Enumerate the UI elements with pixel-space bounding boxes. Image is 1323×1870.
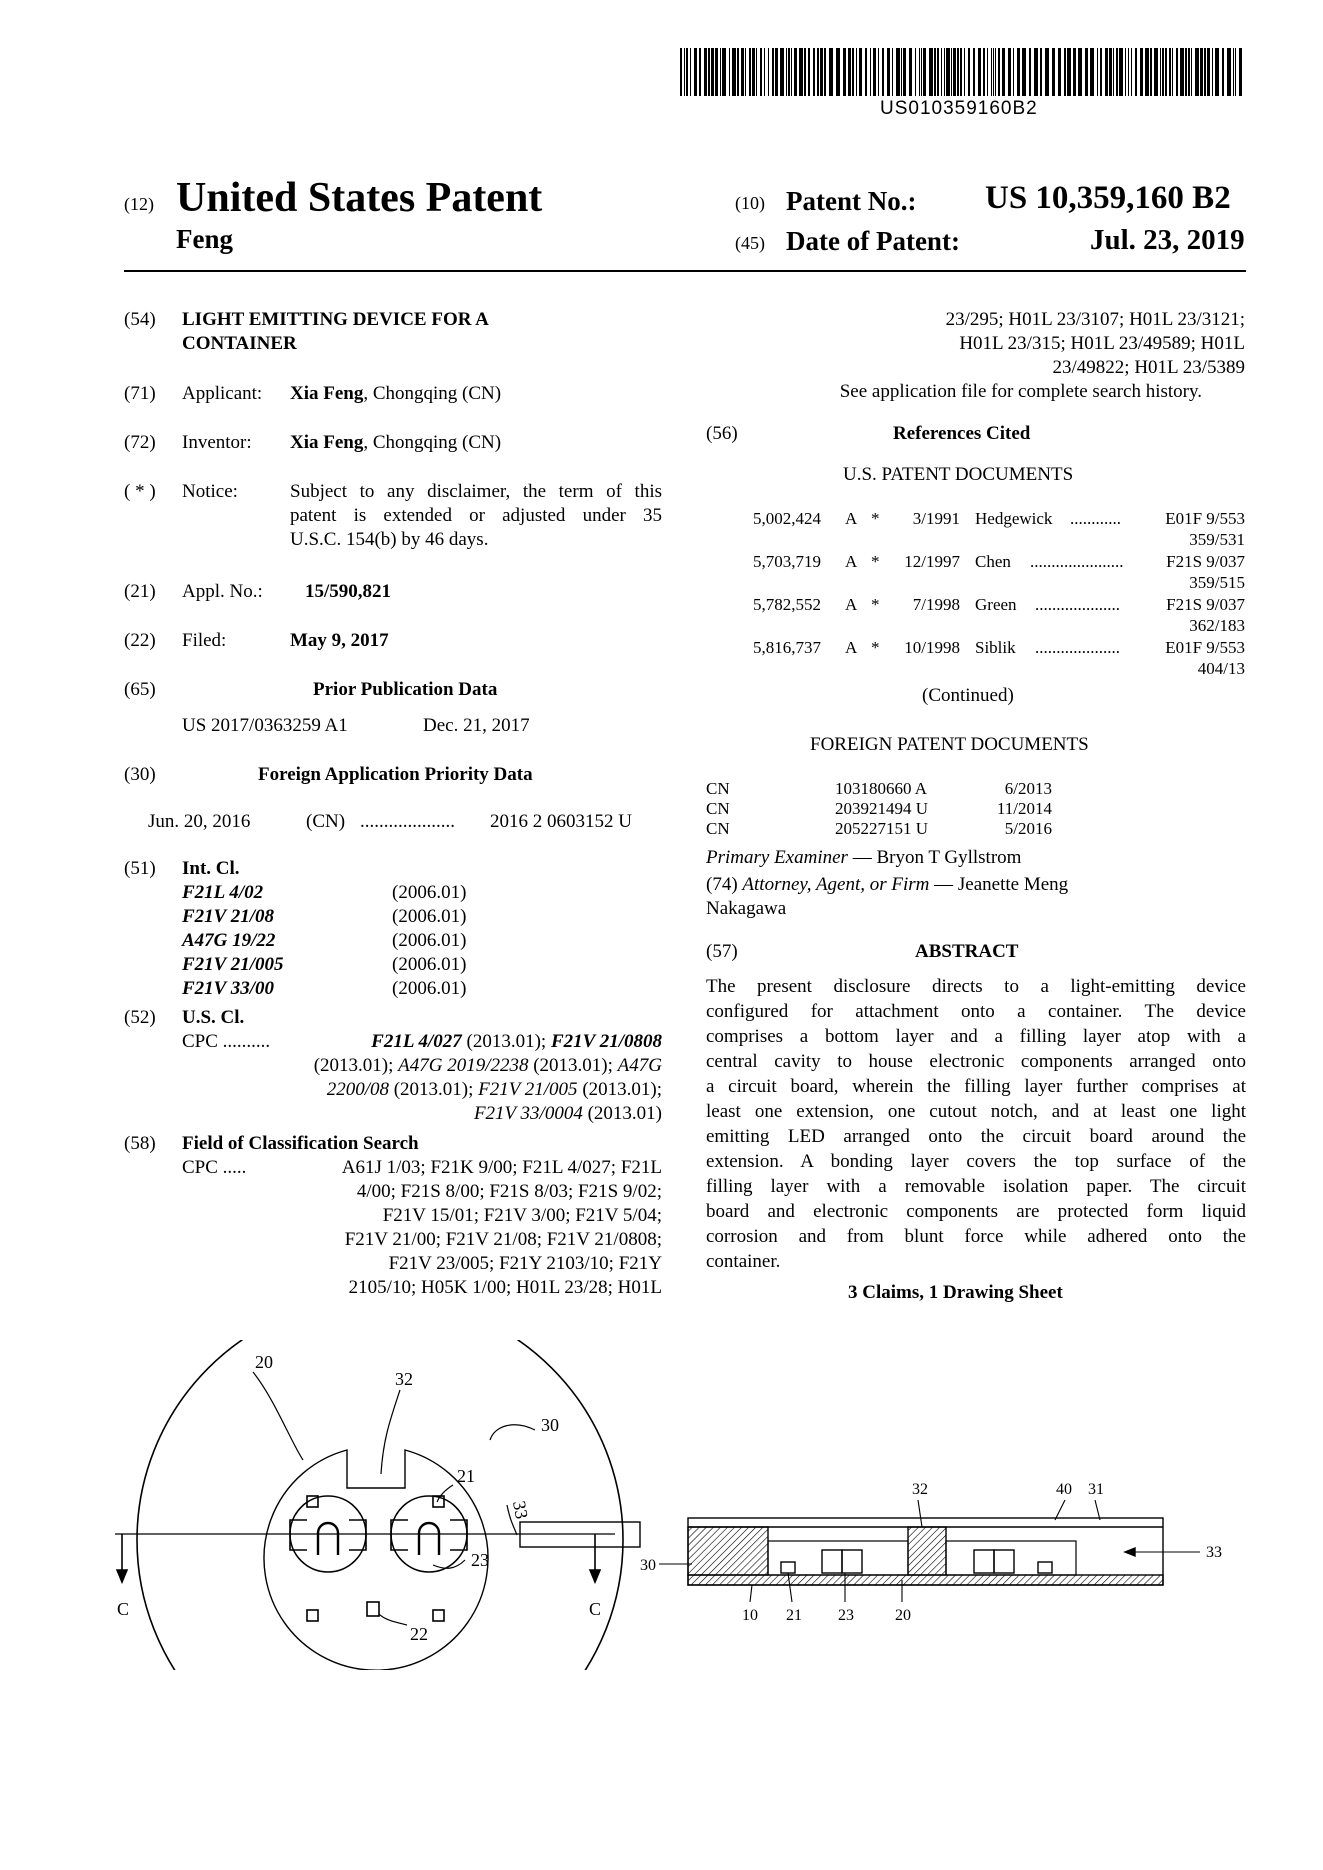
code-71: (71) bbox=[124, 383, 156, 404]
code-21: (21) bbox=[124, 581, 156, 602]
circuit-cavity-right bbox=[946, 1541, 1076, 1575]
ref-number: 5,816,737 bbox=[753, 638, 821, 657]
cpc-code: A47G 2019/2238 bbox=[398, 1055, 529, 1076]
inventor-name: Xia Feng bbox=[290, 432, 364, 453]
notice-label: Notice: bbox=[182, 481, 238, 502]
abstract-line: container. bbox=[706, 1251, 781, 1272]
inventor-surname: Feng bbox=[176, 224, 233, 254]
foreign-priority-heading: Foreign Application Priority Data bbox=[258, 764, 533, 785]
ref-date: 3/1991 bbox=[912, 509, 960, 528]
ref-name: Chen bbox=[975, 552, 1011, 571]
ref-dots: ...................... bbox=[1030, 552, 1124, 571]
notice-line-1: Subject to any disclaimer, the term of this bbox=[290, 481, 662, 502]
ref-class: E01F 9/553 bbox=[1165, 509, 1245, 528]
electronic-component bbox=[822, 1550, 842, 1573]
filling-layer-center bbox=[908, 1527, 946, 1575]
claims-summary: 3 Claims, 1 Drawing Sheet bbox=[848, 1282, 1063, 1303]
led-component bbox=[781, 1562, 795, 1573]
ref-label-20: 20 bbox=[255, 1352, 273, 1372]
bottom-layer bbox=[688, 1575, 1163, 1585]
ref-star: * bbox=[871, 595, 880, 614]
int-cl-version: (2006.01) bbox=[392, 954, 467, 975]
abstract-line: board and electronic components are protected form liquid bbox=[706, 1201, 1246, 1222]
abstract-line: emitting LED arranged onto the circuit board around the bbox=[706, 1126, 1246, 1147]
ref-class: F21S 9/037 bbox=[1166, 552, 1245, 571]
cpc-dots: .......... bbox=[222, 1031, 271, 1052]
code-10: (10) bbox=[735, 193, 765, 213]
inventor-location: , Chongqing (CN) bbox=[363, 432, 502, 453]
container-outline bbox=[137, 1340, 623, 1670]
circuit-cavity-left bbox=[768, 1541, 908, 1575]
int-cl-code: F21V 33/00 bbox=[182, 978, 275, 999]
field-line: F21V 15/01; F21V 3/00; F21V 5/04; bbox=[382, 1205, 662, 1226]
field-line: H01L 23/315; H01L 23/49589; H01L bbox=[959, 333, 1245, 354]
field-line: 23/295; H01L 23/3107; H01L 23/3121; bbox=[945, 309, 1245, 330]
ref-number: 5,002,424 bbox=[753, 509, 821, 528]
ref-label-23: 23 bbox=[471, 1550, 489, 1570]
search-history-note: See application file for complete search history. bbox=[839, 381, 1202, 402]
ref-date: 7/1998 bbox=[912, 595, 960, 614]
electronic-component bbox=[974, 1550, 994, 1573]
ref-label-31: 31 bbox=[1088, 1481, 1104, 1498]
cpc-code: F21L 4/027 bbox=[371, 1031, 462, 1052]
us-cl-label: U.S. Cl. bbox=[182, 1007, 245, 1028]
foreign-patent-docs-heading: FOREIGN PATENT DOCUMENTS bbox=[810, 734, 1089, 755]
ref-star: * bbox=[871, 509, 880, 528]
int-cl-version: (2006.01) bbox=[392, 978, 467, 999]
cpc-code: 2200/08 bbox=[326, 1079, 389, 1100]
abstract-line: comprises a bottom layer and a filling layer atop with a bbox=[706, 1026, 1246, 1047]
section-label-c: C bbox=[589, 1599, 602, 1619]
int-cl-code: A47G 19/22 bbox=[182, 930, 276, 951]
ref-number: 5,782,552 bbox=[753, 595, 821, 614]
foreign-ref-date: 5/2016 bbox=[1004, 819, 1052, 838]
patent-number: US 10,359,160 B2 bbox=[985, 180, 1231, 216]
int-cl-version: (2006.01) bbox=[392, 906, 467, 927]
code-45: (45) bbox=[735, 233, 765, 253]
leader-10 bbox=[750, 1585, 752, 1602]
code-22: (22) bbox=[124, 630, 156, 651]
ref-kind: A bbox=[845, 595, 858, 614]
cpc-version: (2013.01); bbox=[313, 1055, 394, 1076]
cpc-code: F21V 33/0004 bbox=[473, 1103, 583, 1124]
ref-kind: A bbox=[845, 552, 858, 571]
leader-30 bbox=[490, 1425, 535, 1440]
ref-label-32: 32 bbox=[395, 1369, 413, 1389]
field-line: 4/00; F21S 8/00; F21S 8/03; F21S 9/02; bbox=[356, 1181, 662, 1202]
fp-country: (CN) bbox=[306, 811, 346, 832]
int-cl-label: Int. Cl. bbox=[182, 858, 240, 879]
code-74: (74) bbox=[706, 874, 738, 895]
section-arrow bbox=[117, 1570, 127, 1582]
led-left bbox=[318, 1523, 338, 1555]
references-heading: References Cited bbox=[893, 423, 1031, 444]
filling-layer-left bbox=[688, 1527, 768, 1575]
fp-number: 2016 2 0603152 U bbox=[490, 811, 632, 832]
cpc-version: (2013.01); bbox=[393, 1079, 474, 1100]
code-72: (72) bbox=[124, 432, 156, 453]
code-30: (30) bbox=[124, 764, 156, 785]
us-patent-docs-heading: U.S. PATENT DOCUMENTS bbox=[843, 464, 1074, 485]
code-58: (58) bbox=[124, 1133, 156, 1154]
cpc-version: (2013.01) bbox=[587, 1103, 662, 1124]
int-cl-version: (2006.01) bbox=[392, 930, 467, 951]
int-cl-code: F21L 4/02 bbox=[182, 882, 264, 903]
figure-cross-section bbox=[640, 1480, 1250, 1630]
electronic-component bbox=[842, 1550, 862, 1573]
leader-32 bbox=[918, 1500, 922, 1527]
ref-label-30: 30 bbox=[640, 1557, 656, 1574]
ref-label-40: 40 bbox=[1056, 1481, 1072, 1498]
ref-label-22: 22 bbox=[410, 1624, 428, 1644]
ref-label-21: 21 bbox=[457, 1466, 475, 1486]
abstract-line: least one extension, one cutout notch, and at least one light bbox=[706, 1101, 1246, 1122]
applicant-location: , Chongqing (CN) bbox=[363, 383, 502, 404]
abstract-body bbox=[706, 974, 1246, 1274]
ref-name: Green bbox=[975, 595, 1017, 614]
abstract-line: filling layer with a removable isolation paper. The circuit bbox=[706, 1176, 1246, 1197]
led-right bbox=[419, 1523, 439, 1555]
abstract-line: configured for attachment onto a container. The device bbox=[706, 1001, 1246, 1022]
header-rule bbox=[124, 270, 1246, 272]
code-65: (65) bbox=[124, 679, 156, 700]
leader-arrow bbox=[1125, 1548, 1135, 1556]
ref-name: Hedgewick bbox=[975, 509, 1053, 528]
abstract-line: corrosion and from blunt force while adhered onto the bbox=[706, 1226, 1246, 1247]
title-line-1: LIGHT EMITTING DEVICE FOR A bbox=[182, 309, 489, 330]
examiner-name: — Bryon T Gyllstrom bbox=[852, 847, 1022, 868]
int-cl-code: F21V 21/08 bbox=[182, 906, 275, 927]
leader-22 bbox=[379, 1614, 407, 1625]
applicant-label: Applicant: bbox=[182, 383, 263, 404]
appl-no: 15/590,821 bbox=[305, 581, 392, 602]
leader-20 bbox=[253, 1372, 303, 1460]
ref-dots: .................... bbox=[1035, 638, 1120, 657]
abstract-line: central cavity to house electronic components arranged onto bbox=[706, 1051, 1246, 1072]
solder-pad bbox=[433, 1610, 444, 1621]
field-line: F21V 23/005; F21Y 2103/10; F21Y bbox=[388, 1253, 662, 1274]
appl-no-label: Appl. No.: bbox=[182, 581, 263, 602]
foreign-ref-country: CN bbox=[706, 779, 730, 798]
notice-line-3: U.S.C. 154(b) by 46 days. bbox=[290, 529, 489, 550]
ref-date: 12/1997 bbox=[904, 552, 960, 571]
ref-subclass: 404/13 bbox=[1197, 659, 1245, 678]
patent-type-title: United States Patent bbox=[176, 175, 543, 221]
field-line: F21V 21/00; F21V 21/08; F21V 21/0808; bbox=[344, 1229, 662, 1250]
filling-layer-outline bbox=[264, 1450, 488, 1670]
cpc-version: (2013.01); bbox=[533, 1055, 613, 1076]
fp-date: Jun. 20, 2016 bbox=[148, 811, 251, 832]
code-12: (12) bbox=[124, 194, 154, 214]
field-cpc-label: CPC bbox=[182, 1157, 218, 1178]
field-search-label: Field of Classification Search bbox=[182, 1133, 419, 1154]
code-notice: ( * ) bbox=[124, 481, 156, 502]
ref-label-33: 33 bbox=[1206, 1544, 1222, 1561]
ref-class: F21S 9/037 bbox=[1166, 595, 1245, 614]
field-line: 23/49822; H01L 23/5389 bbox=[1052, 357, 1245, 378]
leader-40 bbox=[1055, 1500, 1065, 1520]
ref-kind: A bbox=[845, 509, 858, 528]
leader-31 bbox=[1095, 1500, 1100, 1520]
ref-date: 10/1998 bbox=[904, 638, 960, 657]
foreign-ref-country: CN bbox=[706, 799, 730, 818]
ref-label-21: 21 bbox=[786, 1607, 802, 1624]
abstract-line: The present disclosure directs to a light-emitting device bbox=[706, 976, 1246, 997]
ref-dots: .................... bbox=[1035, 595, 1120, 614]
field-dots: ..... bbox=[222, 1157, 247, 1178]
leader-32 bbox=[381, 1390, 400, 1474]
abstract-heading: ABSTRACT bbox=[915, 941, 1019, 962]
filed-label: Filed: bbox=[182, 630, 227, 651]
ref-number: 5,703,719 bbox=[753, 552, 821, 571]
ref-label-32: 32 bbox=[912, 1481, 928, 1498]
inventor-label: Inventor: bbox=[182, 432, 252, 453]
fp-dots: .................... bbox=[360, 811, 455, 832]
barcode-number: US010359160B2 bbox=[880, 98, 1038, 119]
int-cl-version: (2006.01) bbox=[392, 882, 467, 903]
cpc-version: (2013.01); bbox=[582, 1079, 662, 1100]
code-51: (51) bbox=[124, 858, 156, 879]
solder-pad bbox=[307, 1610, 318, 1621]
attorney-name-cont: Nakagawa bbox=[706, 898, 787, 919]
ref-name: Siblik bbox=[975, 638, 1016, 657]
field-line: A61J 1/03; F21K 9/00; F21L 4/027; F21L bbox=[341, 1157, 662, 1178]
foreign-ref-date: 6/2013 bbox=[1004, 779, 1052, 798]
figure-top-view bbox=[115, 1340, 675, 1670]
title-line-2: CONTAINER bbox=[182, 333, 297, 354]
foreign-ref-date: 11/2014 bbox=[996, 799, 1052, 818]
prior-pub-date: Dec. 21, 2017 bbox=[423, 715, 530, 736]
ref-kind: A bbox=[845, 638, 858, 657]
prior-pub-no: US 2017/0363259 A1 bbox=[182, 715, 348, 736]
continued-note: (Continued) bbox=[922, 685, 1014, 706]
abstract-line: extension. A bonding layer covers the top surface of the bbox=[706, 1151, 1246, 1172]
section-arrow bbox=[590, 1570, 600, 1582]
ref-star: * bbox=[871, 552, 880, 571]
field-line: 2105/10; H05K 1/00; H01L 23/28; H01L bbox=[348, 1277, 662, 1298]
ref-class: E01F 9/553 bbox=[1165, 638, 1245, 657]
section-label-c: C bbox=[117, 1599, 130, 1619]
applicant-name: Xia Feng bbox=[290, 383, 364, 404]
cpc-label: CPC bbox=[182, 1031, 218, 1052]
foreign-ref-number: 205227151 U bbox=[835, 819, 929, 838]
led-component bbox=[1038, 1562, 1052, 1573]
ref-dots: ............ bbox=[1070, 509, 1121, 528]
code-52: (52) bbox=[124, 1007, 156, 1028]
cpc-code: A47G bbox=[617, 1055, 662, 1076]
prior-pub-heading: Prior Publication Data bbox=[313, 679, 498, 700]
filed-date: May 9, 2017 bbox=[290, 630, 389, 651]
patent-no-label: Patent No.: bbox=[786, 186, 917, 216]
ref-subclass: 359/515 bbox=[1189, 573, 1245, 592]
examiner-label: Primary Examiner bbox=[706, 847, 848, 868]
notice-line-2: patent is extended or adjusted under 35 bbox=[290, 505, 662, 526]
ref-star: * bbox=[871, 638, 880, 657]
ref-label-20: 20 bbox=[895, 1607, 911, 1624]
ref-label-33: 33 bbox=[509, 1499, 532, 1521]
date-label: Date of Patent: bbox=[786, 226, 960, 256]
ref-label-30: 30 bbox=[541, 1415, 559, 1435]
patent-date: Jul. 23, 2019 bbox=[1090, 224, 1245, 256]
ref-subclass: 362/183 bbox=[1189, 616, 1245, 635]
attorney-name: — Jeanette Meng bbox=[934, 874, 1069, 895]
ref-subclass: 359/531 bbox=[1189, 530, 1245, 549]
cpc-version: (2013.01); bbox=[466, 1031, 547, 1052]
abstract-line: a circuit board, wherein the filling layer further comprises at bbox=[706, 1076, 1246, 1097]
foreign-ref-country: CN bbox=[706, 819, 730, 838]
chip-component bbox=[367, 1602, 379, 1616]
code-56: (56) bbox=[706, 423, 738, 444]
attorney-label: Attorney, Agent, or Firm bbox=[742, 874, 930, 895]
code-54: (54) bbox=[124, 309, 156, 330]
code-57: (57) bbox=[706, 941, 738, 962]
ref-label-23: 23 bbox=[838, 1607, 854, 1624]
barcode bbox=[680, 48, 1245, 96]
ref-label-10: 10 bbox=[742, 1607, 758, 1624]
electronic-component bbox=[994, 1550, 1014, 1573]
foreign-ref-number: 103180660 A bbox=[835, 779, 928, 798]
cpc-code: F21V 21/005 bbox=[478, 1079, 578, 1100]
foreign-ref-number: 203921494 U bbox=[835, 799, 929, 818]
cpc-code: F21V 21/0808 bbox=[550, 1031, 662, 1052]
int-cl-code: F21V 21/005 bbox=[182, 954, 284, 975]
